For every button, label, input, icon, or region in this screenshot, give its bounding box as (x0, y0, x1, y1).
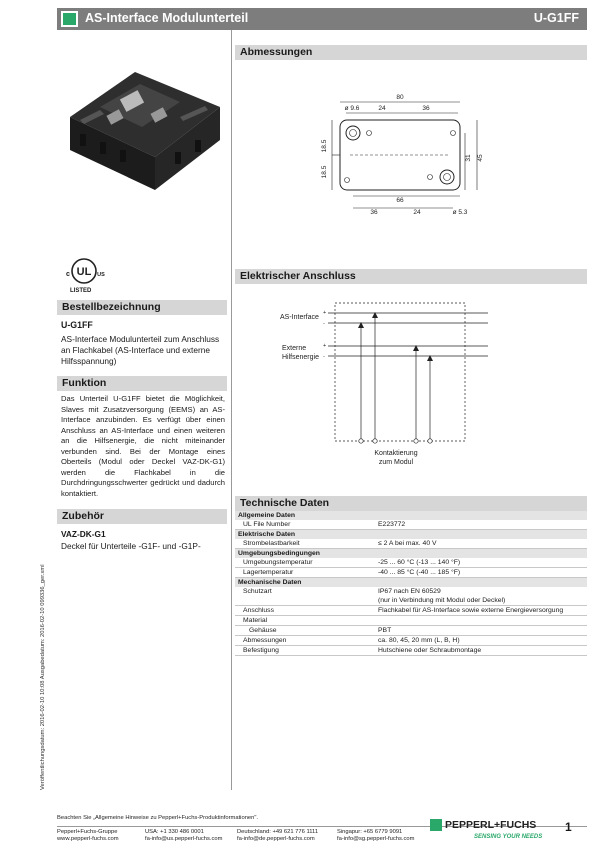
pepperl-fuchs-logo-icon (430, 819, 442, 831)
cat-mechanical: Mechanische Daten (235, 578, 587, 588)
dim-total-width: 80 (396, 94, 404, 101)
cat-electrical: Elektrische Daten (235, 530, 587, 540)
ext-minus-sign: - (323, 354, 325, 360)
brand-slogan: SENSING YOUR NEEDS (474, 834, 543, 840)
column-divider (231, 30, 232, 790)
label-as-interface: AS-Interface (280, 314, 319, 321)
dim-hole: ø 9.6 (344, 105, 360, 112)
temp-label: Umgebungstemperatur (235, 558, 375, 568)
dim-bottom-total: 66 (396, 197, 404, 204)
footer-sg-phone: Singapur: +65 6779 9091 (337, 829, 403, 835)
material-label: Material (235, 616, 375, 626)
housing-label: Gehäuse (235, 626, 375, 636)
ul-file-value: E223772 (375, 520, 587, 530)
label-contact-2: zum Modul (378, 459, 414, 466)
product-photo (60, 62, 225, 197)
temp-value: -25 ... 60 °C (-13 ... 140 °F) (375, 558, 587, 568)
section-function-heading: Funktion (57, 376, 227, 391)
ul-file-label: UL File Number (235, 520, 375, 530)
ul-us-label: US (97, 272, 105, 278)
protection-value-2: (nur in Verbindung mit Modul oder Deckel) (378, 597, 506, 604)
order-description: AS-Interface Modulunterteil zum Anschluss an Flachkabel (AS-Interface und externe Hilfsspannung) (61, 334, 220, 366)
dimensions-value: ca. 80, 45, 20 mm (L, B, H) (375, 636, 587, 646)
order-code: U-G1FF (61, 320, 93, 330)
dim-right-b: 45 (477, 154, 484, 162)
as-minus-sign: - (323, 321, 325, 327)
current-value: ≤ 2 A bei max. 40 V (375, 539, 587, 549)
footer-de-mail[interactable]: fa-info@de.pepperl-fuchs.com (237, 836, 315, 842)
connection-value: Flachkabel für AS-Interface sowie externe Energieversorgung (375, 606, 587, 616)
current-label: Strombelastbarkeit (235, 539, 375, 549)
technical-data-table (235, 511, 587, 656)
dim-left-b: 18.5 (321, 165, 328, 179)
housing-value: PBT (375, 626, 587, 636)
storage-label: Lagertemperatur (235, 568, 375, 578)
dim-bottom-a: 36 (370, 209, 378, 216)
footer-web-link[interactable]: www.pepperl-fuchs.com (57, 836, 119, 842)
brand-square-icon (61, 11, 78, 27)
page-number: 1 (565, 820, 572, 834)
section-electrical-heading: Elektrischer Anschluss (235, 269, 587, 284)
section-order-heading: Bestellbezeichnung (57, 300, 227, 315)
as-plus-sign: + (323, 310, 327, 316)
footer-de-phone: Deutschland: +49 621 776 1111 (237, 829, 319, 835)
page-header (57, 8, 587, 30)
brand-name: PEPPERL+FUCHS (445, 819, 537, 831)
mounting-label: Befestigung (235, 646, 375, 656)
section-technical-heading: Technische Daten (235, 496, 587, 511)
protection-label: Schutzart (235, 587, 375, 606)
connection-label: Anschluss (235, 606, 375, 616)
dim-bottom-b: 24 (413, 209, 421, 216)
dimension-drawing (320, 90, 490, 220)
label-external-2: Hilfsenergie (282, 354, 319, 361)
ul-mark: UL (76, 266, 92, 278)
dim-top-b: 36 (422, 105, 430, 112)
section-accessory-heading: Zubehör (57, 509, 227, 524)
ul-c-label: c (66, 271, 70, 278)
dim-left-a: 18.5 (321, 139, 328, 153)
footer-sg-mail[interactable]: fa-info@sg.pepperl-fuchs.com (337, 836, 415, 842)
dim-small-hole: ø 5.3 (452, 209, 468, 216)
footer-usa-mail[interactable]: fa-info@us.pepperl-fuchs.com (145, 836, 223, 842)
label-external-1: Externe (282, 345, 307, 352)
dimensions-label: Abmessungen (235, 636, 375, 646)
accessory-description: Deckel für Unterteile -G1F- und -G1P- (61, 541, 201, 551)
label-contact-1: Kontaktierung (374, 450, 418, 457)
footer-usa-phone: USA: +1 330 486 0001 (145, 829, 204, 835)
page-title: AS-Interface Modulunterteil (85, 11, 249, 25)
cat-ambient: Umgebungsbedingungen (235, 549, 587, 559)
mounting-value: Hutschiene oder Schraubmontage (375, 646, 587, 656)
ext-plus-sign: + (323, 343, 327, 349)
publication-note: Veröffentlichungsdatum: 2016-02-10 10:08 Ausgabedatum: 2016-02-10 099336_ger.xml (40, 564, 46, 790)
storage-value: -40 ... 85 °C (-40 ... 185 °F) (375, 568, 587, 578)
cat-general: Allgemeine Daten (235, 511, 587, 520)
function-text: Das Unterteil U-G1FF bietet die Möglichkeit, Slaves mit Zusatzversorgung (EEMS) an AS-Interface anzubinden. Es verfügt über einen Anschluss an AS-Interface und einen weiteren an die Hilfsenergie, die nicht miteinander verbunden sind. Bei der Montage eines Oberteils (Modul oder Deckel VAZ-DK-G1) werden die Flachkabel in die Durchdringungsschwerter gedrückt und dadurch kontaktiert. (61, 394, 225, 498)
protection-value-1: IP67 nach EN 60529 (378, 588, 441, 595)
ul-listed-label: LISTED (70, 288, 92, 294)
accessory-code: VAZ-DK-G1 (61, 529, 106, 539)
dim-right-a: 31 (465, 154, 472, 162)
dim-top-a: 24 (378, 105, 386, 112)
wiring-diagram (278, 300, 528, 470)
ul-listed-logo (64, 255, 104, 289)
footer-note: Beachten Sie „Allgemeine Hinweise zu Pepperl+Fuchs-Produktinformationen". (57, 815, 259, 821)
section-dimensions-heading: Abmessungen (235, 45, 587, 60)
product-code: U-G1FF (533, 11, 579, 25)
footer-group: Pepperl+Fuchs-Gruppe (57, 829, 118, 835)
